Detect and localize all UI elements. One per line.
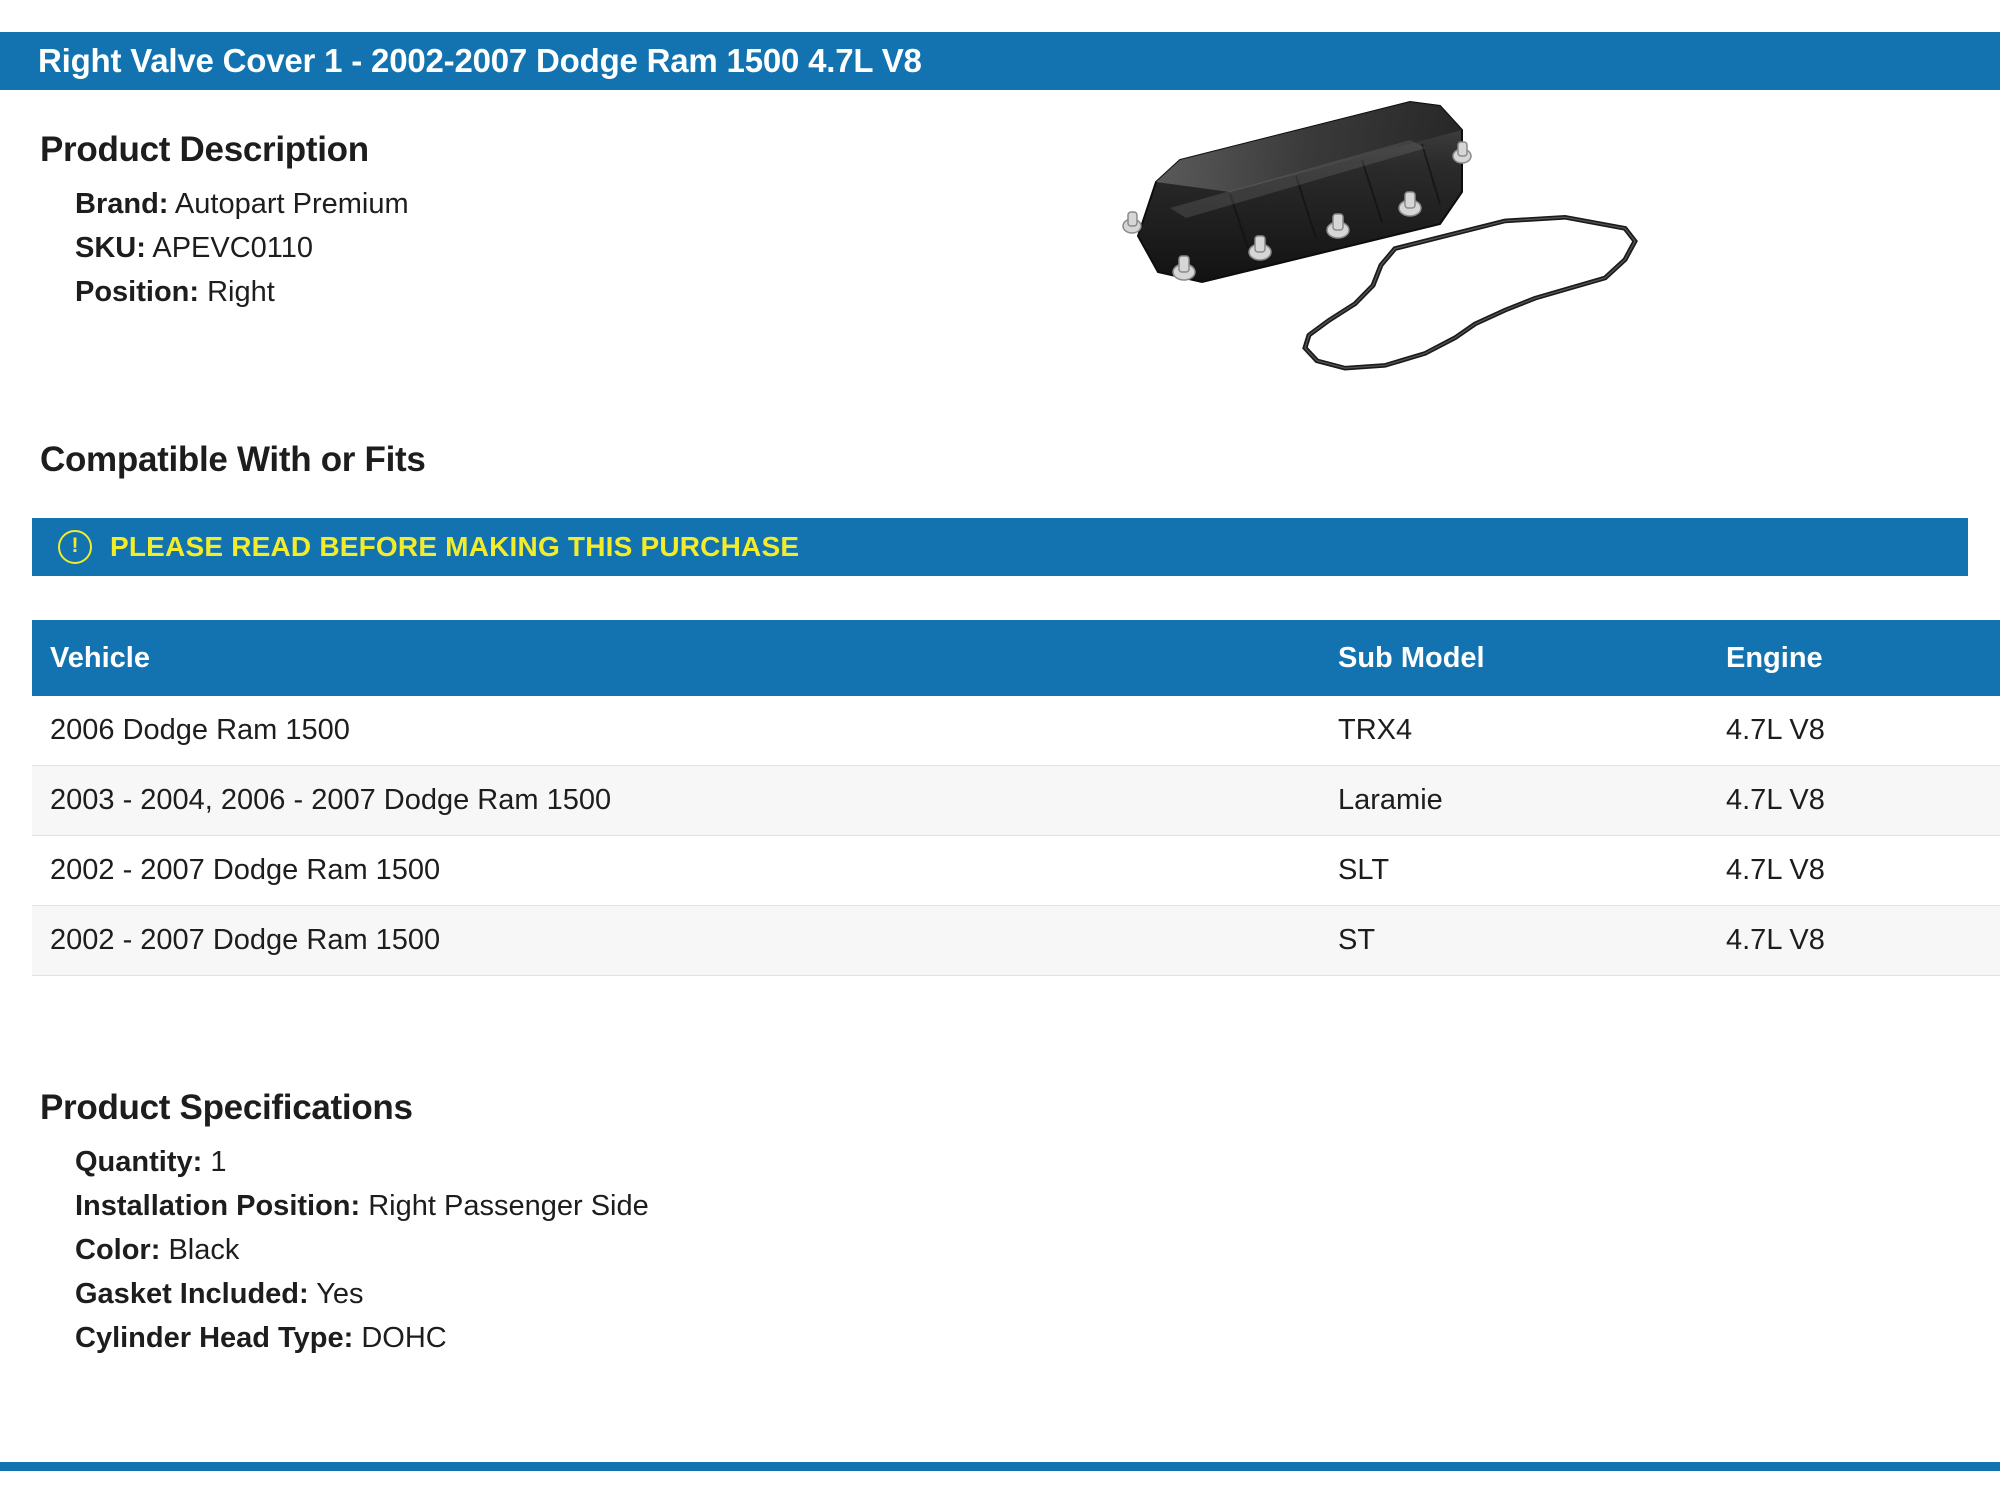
column-header-vehicle: Vehicle (32, 620, 1320, 696)
list-item (75, 1140, 1440, 1184)
table-row (32, 906, 2000, 976)
cell-sub-model: Laramie (1320, 766, 1708, 836)
cell-sub-model: TRX4 (1320, 696, 1708, 766)
column-header-engine: Engine (1708, 620, 2000, 696)
sku-value: APEVC0110 (152, 232, 314, 265)
gasket-included-label: Gasket Included: (75, 1278, 309, 1311)
purchase-warning-banner (32, 518, 1968, 576)
color-value: Black (168, 1234, 240, 1267)
brand-value: Autopart Premium (174, 188, 409, 220)
column-header-sub-model: Sub Model (1320, 620, 1708, 696)
cell-vehicle: 2006 Dodge Ram 1500 (32, 696, 1320, 766)
product-specifications-heading: Product Specifications (40, 1088, 413, 1127)
quantity-value: 1 (210, 1146, 227, 1178)
position-value: Right (207, 276, 275, 309)
product-image (1110, 96, 1670, 396)
gasket-included-value: Yes (316, 1278, 364, 1311)
cell-vehicle: 2002 - 2007 Dodge Ram 1500 (32, 836, 1320, 906)
footer-divider (0, 1462, 2000, 1471)
cell-engine: 4.7L V8 (1708, 836, 2000, 906)
cell-engine: 4.7L V8 (1708, 696, 2000, 766)
quantity-label: Quantity: (75, 1146, 203, 1178)
installation-position-label: Installation Position: (75, 1190, 361, 1223)
cylinder-head-type-value: DOHC (361, 1322, 447, 1355)
compatibility-table-header (32, 620, 2000, 696)
brand-label: Brand: (75, 188, 169, 220)
purchase-warning-text: PLEASE READ BEFORE MAKING THIS PURCHASE (110, 531, 800, 562)
position-label: Position: (75, 276, 200, 309)
cell-engine: 4.7L V8 (1708, 766, 2000, 836)
cell-vehicle: 2002 - 2007 Dodge Ram 1500 (32, 906, 1320, 976)
table-row (32, 766, 2000, 836)
page-title-bar (0, 32, 2000, 90)
cell-sub-model: ST (1320, 906, 1708, 976)
table-header-row (32, 620, 2000, 696)
product-description-heading: Product Description (40, 130, 369, 169)
exclamation-circle-icon: ! (58, 530, 92, 564)
compatibility-heading: Compatible With or Fits (40, 440, 426, 479)
color-label: Color: (75, 1234, 161, 1267)
compatibility-table-body (32, 696, 2000, 976)
list-item (75, 1316, 1440, 1360)
page-title: Right Valve Cover 1 - 2002-2007 Dodge Ram 1500 4.7L V8 (38, 42, 922, 79)
list-item (75, 1228, 1440, 1272)
list-item (75, 1272, 1440, 1316)
cylinder-head-type-label: Cylinder Head Type: (75, 1322, 354, 1355)
sku-label: SKU: (75, 232, 146, 265)
product-specifications-section (40, 1088, 1440, 1360)
installation-position-value: Right Passenger Side (368, 1190, 649, 1223)
cell-engine: 4.7L V8 (1708, 906, 2000, 976)
product-specifications-list (40, 1140, 1440, 1360)
cell-sub-model: SLT (1320, 836, 1708, 906)
cell-vehicle: 2003 - 2004, 2006 - 2007 Dodge Ram 1500 (32, 766, 1320, 836)
table-row (32, 696, 2000, 766)
compatibility-table (32, 620, 2000, 976)
table-row (32, 836, 2000, 906)
list-item (75, 1184, 1440, 1228)
